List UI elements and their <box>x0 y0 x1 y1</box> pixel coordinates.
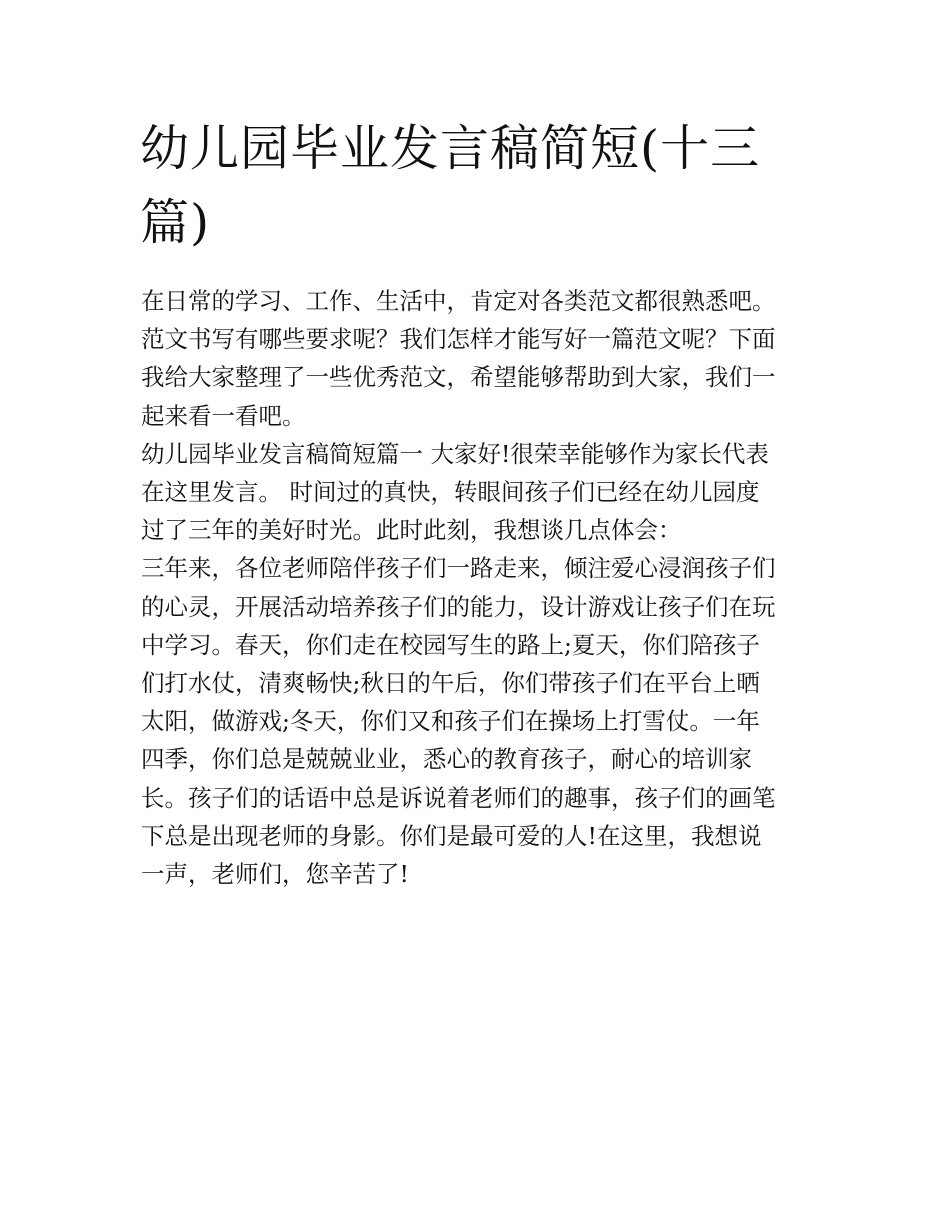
paragraph-speech-body <box>141 549 813 893</box>
text-line: 长。孩子们的话语中总是诉说着老师们的趣事，孩子们的画笔 <box>141 783 776 812</box>
text-line: 在这里发言。 时间过的真快，转眼间孩子们已经在幼儿园度 <box>141 478 760 507</box>
document-title <box>140 112 800 260</box>
text-line: 范文书写有哪些要求呢？我们怎样才能写好一篇范文呢？下面 <box>141 325 776 354</box>
paragraph-speech-opening <box>141 435 813 550</box>
text-line: 在日常的学习、工作、生活中，肯定对各类范文都很熟悉吧。 <box>141 287 776 315</box>
text-line: 三年来，各位老师陪伴孩子们一路走来，倾注爱心浸润孩子们 <box>141 554 776 583</box>
text-line: 太阳，做游戏;冬天，你们又和孩子们在操场上打雪仗。一年 <box>141 707 760 736</box>
title-line: 幼儿园毕业发言稿简短(十三 <box>140 120 761 177</box>
text-line: 下总是出现老师的身影。你们是最可爱的人!在这里，我想说 <box>141 821 762 850</box>
text-line: 们打水仗，清爽畅快;秋日的午后，你们带孩子们在平台上晒 <box>141 669 760 698</box>
text-line: 起来看一看吧。 <box>141 401 306 430</box>
text-line: 我给大家整理了一些优秀范文，希望能够帮助到大家，我们一 <box>141 363 776 392</box>
text-line: 过了三年的美好时光。此时此刻，我想谈几点体会： <box>141 516 682 545</box>
text-line: 四季，你们总是兢兢业业，悉心的教育孩子，耐心的培训家 <box>141 745 752 774</box>
title-line: 篇) <box>140 194 211 251</box>
text-line: 幼儿园毕业发言稿简短篇一 大家好!很荣幸能够作为家长代表 <box>141 439 769 468</box>
document-body <box>141 282 813 893</box>
text-line: 中学习。春天，你们走在校园写生的路上;夏天，你们陪孩子 <box>141 630 760 659</box>
text-line: 的心灵，开展活动培养孩子们的能力，设计游戏让孩子们在玩 <box>141 592 776 621</box>
paragraph-intro <box>141 282 813 435</box>
text-line: 一声，老师们，您辛苦了! <box>141 860 409 889</box>
